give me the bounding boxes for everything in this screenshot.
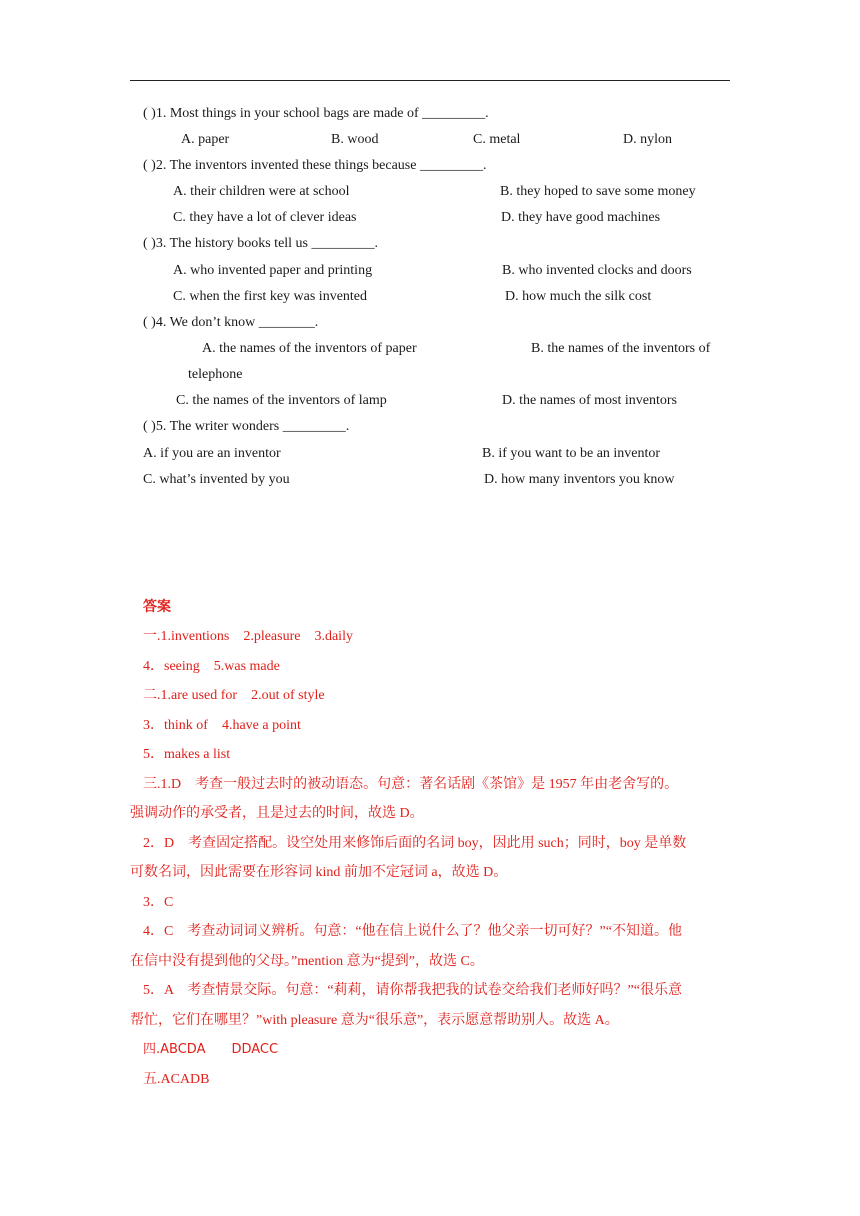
question-4-option-a: A. the names of the inventors of paper	[202, 341, 417, 356]
question-5-stem: ( )5. The writer wonders _________.	[143, 419, 350, 434]
question-1-option-c: C. metal	[473, 132, 521, 147]
answer-line: 3．C	[143, 895, 174, 910]
question-1-option-d: D. nylon	[623, 132, 672, 147]
question-5-option-c: C. what’s invented by you	[143, 472, 290, 487]
answer-line: 4．seeing 5.was made	[143, 659, 280, 674]
answer-line: 5．A 考查情景交际。句意：“莉莉，请你帮我把我的试卷交给我们老师好吗？”“很乐意	[143, 983, 682, 998]
answer-line: 强调动作的承受者，且是过去的时间，故选 D。	[130, 806, 424, 821]
answer-line: 三.1.D 考查一般过去时的被动语态。句意：著名话剧《茶馆》是 1957 年由老舍写的。	[143, 777, 679, 792]
answer-line: 在信中没有提到他的父母。”mention 意为“提到”，故选 C。	[130, 954, 484, 969]
question-4-stem: ( )4. We don’t know ________.	[143, 315, 319, 330]
question-3-option-d: D. how much the silk cost	[505, 289, 652, 304]
question-2-stem: ( )2. The inventors invented these things because _________.	[143, 158, 487, 173]
question-3-option-c: C. when the first key was invented	[173, 289, 368, 304]
question-5-option-a: A. if you are an inventor	[143, 446, 281, 461]
question-2-option-b: B. they hoped to save some money	[500, 184, 696, 199]
question-3-stem: ( )3. The history books tell us _________.	[143, 236, 379, 251]
question-3-option-b: B. who invented clocks and doors	[502, 263, 692, 278]
question-1-option-a: A. paper	[181, 132, 230, 147]
answer-line: 帮忙，它们在哪里？”with pleasure 意为“很乐意”，表示愿意帮助别人。故选 A。	[130, 1013, 619, 1028]
question-2-option-c: C. they have a lot of clever ideas	[173, 210, 357, 225]
header-rule	[130, 80, 730, 81]
answer-line: 二.1.are used for 2.out of style	[143, 688, 325, 703]
question-2-option-d: D. they have good machines	[501, 210, 661, 225]
answer-line: 5．makes a list	[143, 747, 231, 762]
answer-line: 四.ABCDA DDACC	[143, 1042, 279, 1057]
question-2-option-a: A. their children were at school	[173, 184, 350, 199]
answer-line: 一.1.inventions 2.pleasure 3.daily	[143, 629, 353, 644]
answer-line: 3．think of 4.have a point	[143, 718, 301, 733]
answer-line: 2．D 考查固定搭配。设空处用来修饰后面的名词 boy，因此用 such；同时，boy 是单数	[143, 836, 687, 851]
answer-line: 4．C 考查动词词义辨析。句意：“他在信上说什么了？他父亲一切可好？”“不知道。他	[143, 924, 682, 939]
question-3-option-a: A. who invented paper and printing	[173, 263, 373, 278]
question-1-option-b: B. wood	[331, 132, 379, 147]
question-4-option-d: D. the names of most inventors	[502, 393, 677, 408]
answer-line: 可数名词，因此需要在形容词 kind 前加不定冠词 a，故选 D。	[130, 865, 508, 880]
question-5-option-b: B. if you want to be an inventor	[482, 446, 661, 461]
answers-title: 答案	[143, 599, 171, 615]
question-4-option-c: C. the names of the inventors of lamp	[176, 393, 387, 408]
question-1-stem: ( )1. Most things in your school bags are made of _________.	[143, 106, 489, 121]
question-5-option-d: D. how many inventors you know	[484, 472, 675, 487]
question-4-option-b: B. the names of the inventors of	[531, 341, 711, 356]
answer-line: 五.ACADB	[143, 1072, 210, 1087]
question-4-option-b-cont: telephone	[188, 367, 243, 382]
